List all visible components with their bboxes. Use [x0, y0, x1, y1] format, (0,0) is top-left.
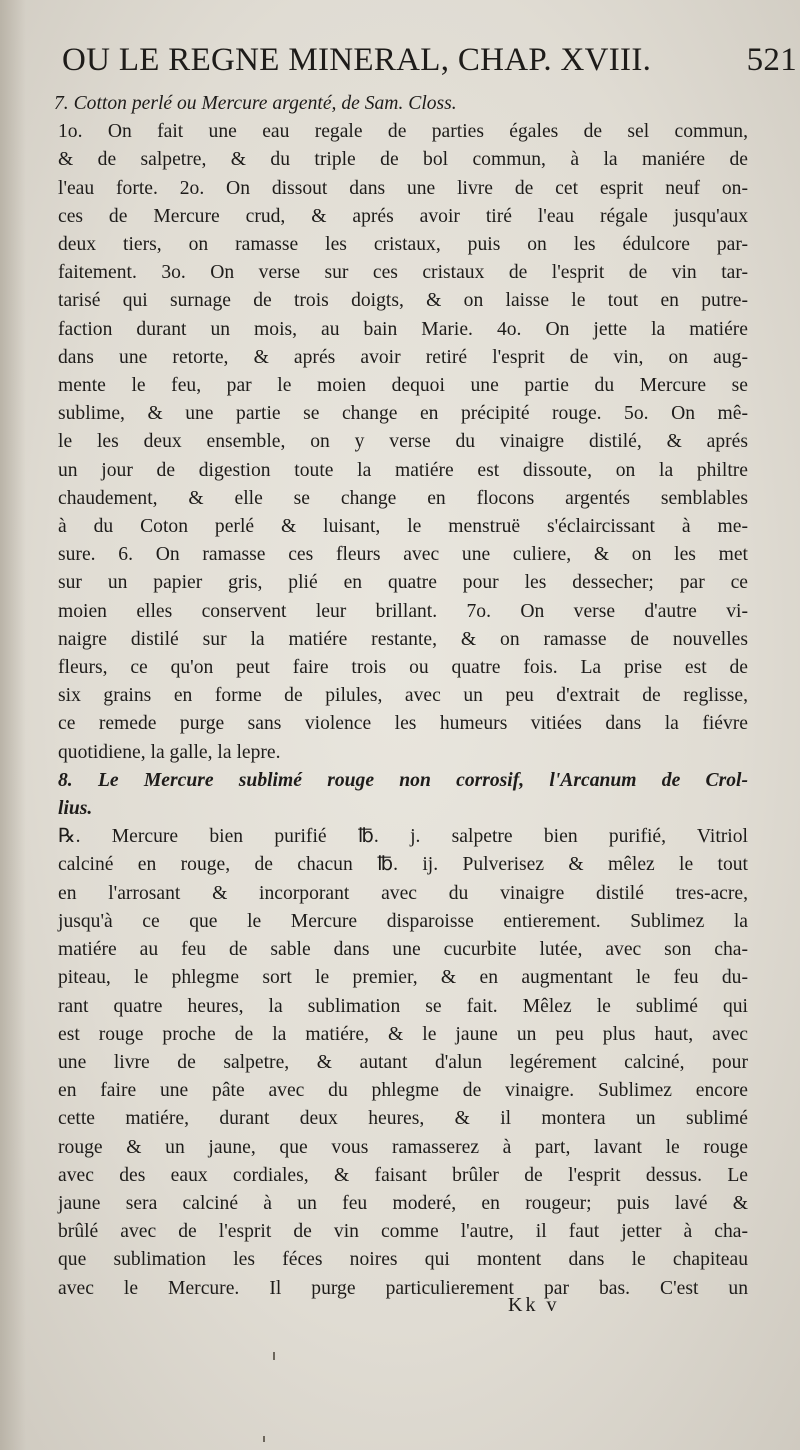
- text-line: chaudement, & elle se change en flocons argentés semblables: [58, 487, 748, 509]
- page-number: 521: [746, 42, 797, 78]
- text-line: tarisé qui surnage de trois doigts, & on laisse le tout en putre-: [58, 290, 748, 312]
- page-header: [62, 42, 797, 94]
- text-line: jaune sera calciné à un feu moderé, en rougeur; puis lavé &: [58, 1192, 748, 1214]
- text-line: une livre de salpetre, & autant d'alun legérement calciné, pour: [58, 1051, 748, 1073]
- text-line: avec des eaux cordiales, & faisant brûler de l'esprit dessus. Le: [58, 1164, 748, 1186]
- text-line: rouge & un jaune, que vous ramasserez à part, lavant le rouge: [58, 1136, 748, 1158]
- text-line: mente le feu, par le moien dequoi une partie du Mercure se: [58, 375, 748, 397]
- text-line: calciné en rouge, de chacun ℔. ij. Pulverisez & mêlez le tout: [58, 854, 748, 876]
- text-line: naigre distilé sur la matiére restante, & on ramasse de nouvelles: [58, 628, 748, 650]
- text-line: piteau, le phlegme sort le premier, & en augmentant le feu du-: [58, 967, 748, 989]
- section-8-paragraph: [50, 823, 748, 1302]
- text-line: le les deux ensemble, on y verse du vinaigre distilé, & aprés: [58, 431, 748, 453]
- text-line: sur un papier gris, plié en quatre pour les dessecher; par ce: [58, 572, 748, 594]
- text-line: est rouge proche de la matiére, & le jaune un peu plus haut, avec: [58, 1023, 748, 1045]
- text-line: 1o. On fait une eau regale de parties égales de sel commun,: [58, 121, 748, 143]
- signature-mark: Kk v: [508, 1294, 560, 1316]
- text-line: en l'arrosant & incorporant avec du vinaigre distilé tres-acre,: [58, 882, 748, 904]
- ink-speck: [273, 1352, 275, 1360]
- text-line: ces de Mercure crud, & aprés avoir tiré l'eau régale jusqu'aux: [58, 205, 748, 227]
- text-line: un jour de digestion toute la matiére est dissoute, on la philtre: [58, 459, 748, 481]
- section-8-title: [50, 767, 748, 823]
- text-line: avec le Mercure. Il purge particulierement par bas. C'est un: [58, 1277, 748, 1299]
- text-line: sure. 6. On ramasse ces fleurs avec une culiere, & on les met: [58, 544, 748, 566]
- text-line: & de salpetre, & du triple de bol commun, à la maniére de: [58, 149, 748, 171]
- text-line: six grains en forme de pilules, avec un peu d'extrait de reglisse,: [58, 685, 748, 707]
- text-line: fleurs, ce qu'on peut faire trois ou quatre fois. La prise est de: [58, 657, 748, 679]
- text-line: jusqu'à ce que le Mercure disparoisse entierement. Sublimez la: [58, 910, 748, 932]
- section-7-paragraph: [50, 118, 748, 767]
- ink-speck: [263, 1436, 265, 1442]
- text-line: faitement. 3o. On verse sur ces cristaux de l'esprit de vin tar-: [58, 262, 748, 284]
- section-8-title-line: lius.: [58, 798, 93, 820]
- text-line: rant quatre heures, la sublimation se fait. Mêlez le sublimé qui: [58, 995, 748, 1017]
- text-line: dans une retorte, & aprés avoir retiré l'esprit de vin, on aug-: [58, 346, 748, 368]
- page-body: [50, 90, 748, 1303]
- text-line: à du Coton perlé & luisant, le menstruë s'éclaircissant à me-: [58, 516, 748, 538]
- text-line: l'eau forte. 2o. On dissout dans une livre de cet esprit neuf on-: [58, 177, 748, 199]
- section-7-title: [50, 90, 748, 118]
- text-line: moien elles conservent leur brillant. 7o. On verse d'autre vi-: [58, 600, 748, 622]
- text-line: quotidiene, la galle, la lepre.: [58, 741, 281, 763]
- text-line: sublime, & une partie se change en précipité rouge. 5o. On mê-: [58, 403, 748, 425]
- text-line: faction durant un mois, au bain Marie. 4o. On jette la matiére: [58, 318, 748, 340]
- page-gutter-shadow: [0, 0, 26, 1450]
- text-line: ce remede purge sans violence les humeurs vitiées dans la fiévre: [58, 713, 748, 735]
- text-line: matiére au feu de sable dans une cucurbite lutée, avec son cha-: [58, 939, 748, 961]
- text-line: ℞. Mercure bien purifié ℔. j. salpetre bien purifié, Vitriol: [58, 826, 748, 848]
- text-line: que sublimation les féces noires qui montent dans le chapiteau: [58, 1249, 748, 1271]
- text-line: cette matiére, durant deux heures, & il montera un sublimé: [58, 1108, 748, 1130]
- text-line: en faire une pâte avec du phlegme de vinaigre. Sublimez encore: [58, 1080, 748, 1102]
- running-title: OU LE REGNE MINERAL, CHAP. XVIII.: [62, 42, 652, 78]
- section-8-title-line: 8. Le Mercure sublimé rouge non corrosif, l'Arcanum de Crol-: [58, 769, 748, 791]
- text-line: brûlé avec de l'esprit de vin comme l'autre, il faut jetter à cha-: [58, 1221, 748, 1243]
- section-7-title-line: 7. Cotton perlé ou Mercure argenté, de Sam. Closs.: [54, 93, 457, 114]
- text-line: deux tiers, on ramasse les cristaux, puis on les édulcore par-: [58, 234, 748, 256]
